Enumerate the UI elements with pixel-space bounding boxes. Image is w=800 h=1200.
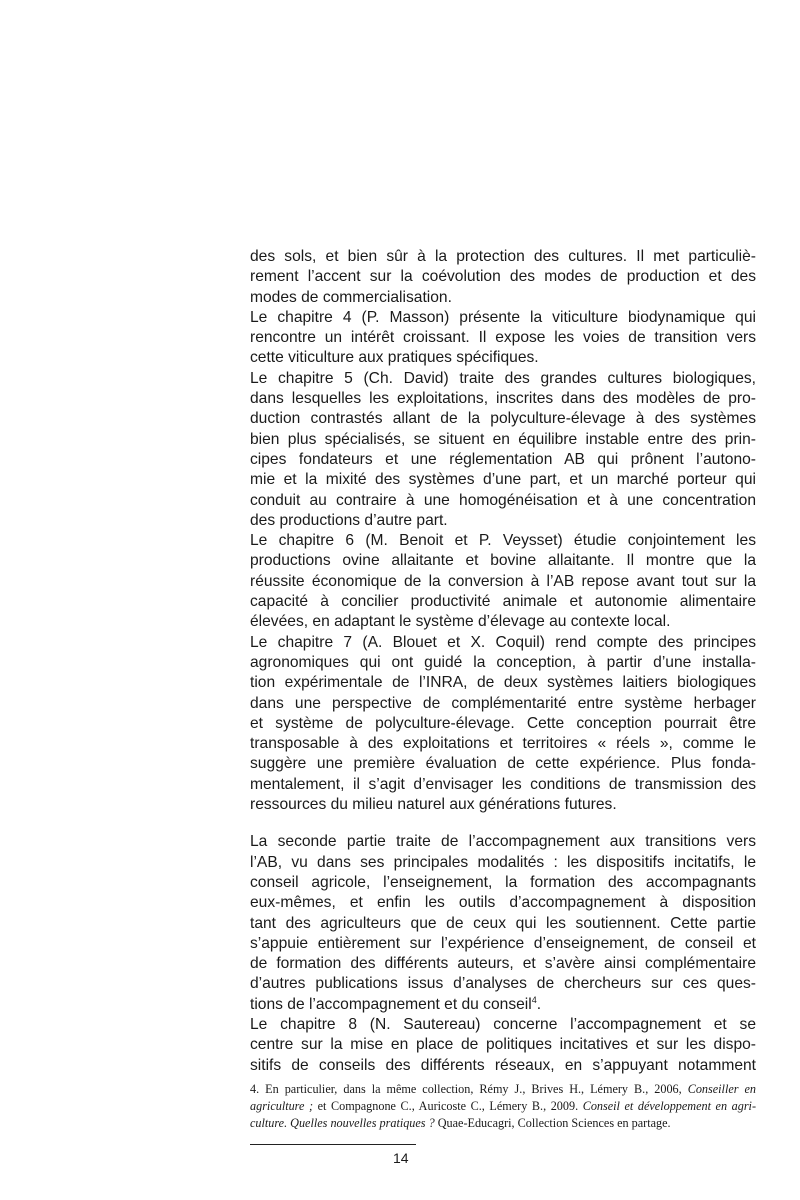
text-line xyxy=(250,531,756,551)
line-text: cette viticulture aux pratiques spécifiques. xyxy=(250,349,539,367)
page-footer-rule xyxy=(250,1144,416,1145)
footnote-reference[interactable]: 4 xyxy=(531,994,537,1005)
line-text: cipes fondateurs et une réglementation AB qui prônent l’autono- xyxy=(250,450,756,468)
line-text: dans une perspective de complémentarité entre système herbager xyxy=(250,694,756,712)
text-line xyxy=(250,592,756,612)
text-line xyxy=(250,893,756,913)
line-text: des sols, et bien sûr à la protection des cultures. Il met particuliè- xyxy=(250,248,756,265)
line-text: sitifs de conseils des différents réseaux, en s’appuyant notamment xyxy=(250,1056,756,1074)
text-line xyxy=(250,389,756,409)
text-line xyxy=(250,1056,756,1076)
text-line xyxy=(250,734,756,754)
text-line xyxy=(250,873,756,893)
page-number: 14 xyxy=(393,1150,409,1166)
text-line xyxy=(250,653,756,673)
footnote-line xyxy=(250,1098,756,1115)
text-line xyxy=(250,754,756,774)
text-line xyxy=(250,714,756,734)
line-text: de formation des différents auteurs, et s’avère ainsi complémentaire xyxy=(250,955,756,973)
text-line xyxy=(250,491,756,511)
line-text: réussite économique de la conversion à l’AB repose avant tout sur la xyxy=(250,572,756,590)
line-text: s’appuie entièrement sur l’expérience d’enseignement, de conseil et xyxy=(250,934,756,952)
footnote-line xyxy=(250,1115,756,1132)
text-line xyxy=(250,694,756,714)
footnote-title: agriculture ; xyxy=(250,1099,314,1113)
footnote-text: En particulier, dans la même collection, Rémy J., Brives H., Lémery B., 2006, xyxy=(265,1082,682,1096)
line-text: tant des agriculteurs que de ceux qui les soutiennent. Cette partie xyxy=(250,914,756,932)
text-line xyxy=(250,247,756,267)
line-text: l’AB, vu dans ses principales modalités : les dispositifs incitatifs, le xyxy=(250,853,756,871)
text-line xyxy=(250,775,756,795)
paragraph xyxy=(250,633,756,816)
text-line xyxy=(250,267,756,287)
line-text: mentalement, il s’agit d’envisager les conditions de transmission des xyxy=(250,775,756,793)
text-line xyxy=(250,1015,756,1035)
footnote-title: Conseiller en xyxy=(687,1082,756,1096)
paragraph xyxy=(250,832,756,1015)
line-text: Le chapitre 6 (M. Benoit et P. Veysset) étudie conjointement les xyxy=(250,532,756,550)
line-text: Le chapitre 8 (N. Sautereau) concerne l’accompagnement et se xyxy=(250,1015,756,1033)
line-text: d’autres publications issus d’analyses de chercheurs sur ces ques- xyxy=(250,975,756,993)
line-text: des productions d’autre part. xyxy=(250,511,448,529)
paragraph xyxy=(250,369,756,531)
text-line xyxy=(250,633,756,653)
line-text: suggère une première évaluation de cette expérience. Plus fonda- xyxy=(250,755,756,773)
footnote-line xyxy=(250,1081,756,1098)
line-text: capacité à concilier productivité animale et autonomie alimentaire xyxy=(250,593,756,611)
text-line xyxy=(250,348,756,368)
footnote xyxy=(250,1081,756,1132)
text-line xyxy=(250,612,756,632)
line-text: centre sur la mise en place de politiques incitatives et sur les dispo- xyxy=(250,1036,756,1054)
line-text: rement l’accent sur la coévolution des modes de production et des xyxy=(250,268,756,286)
text-line xyxy=(250,1035,756,1055)
paragraph xyxy=(250,308,756,369)
text-line xyxy=(250,914,756,934)
text-line xyxy=(250,954,756,974)
line-text: conduit au contraire à une homogénéisation et à une concentration xyxy=(250,491,756,509)
text-line xyxy=(250,795,756,815)
text-line xyxy=(250,369,756,389)
text-line xyxy=(250,572,756,592)
paragraph xyxy=(250,247,756,308)
line-text: agronomiques qui ont guidé la conception, à partir d’une installa- xyxy=(250,653,756,671)
paragraph xyxy=(250,1015,756,1076)
line-text: . xyxy=(536,995,542,1013)
footnote-text: Quae-Educagri, Collection Sciences en partage. xyxy=(437,1116,671,1130)
text-line xyxy=(250,673,756,693)
line-text: modes de commercialisation. xyxy=(250,288,452,306)
line-text: dans lesquelles les exploitations, inscrites dans des modèles de pro- xyxy=(250,390,756,408)
line-text: bien plus spécialisés, se situent en équilibre instable entre des prin- xyxy=(250,430,756,448)
text-line xyxy=(250,934,756,954)
line-text: Le chapitre 4 (P. Masson) présente la viticulture biodynamique qui xyxy=(250,308,756,326)
line-text: transposable à des exploitations et territoires « réels », comme le xyxy=(250,735,756,753)
text-line xyxy=(250,995,756,1015)
footnote-title: Conseil et développement en agri- xyxy=(582,1099,757,1113)
text-line xyxy=(250,470,756,490)
line-text: ressources du milieu naturel aux générations futures. xyxy=(250,796,617,814)
line-text: productions ovine allaitante et bovine allaitante. Il montre que la xyxy=(250,552,756,570)
line-text: conseil agricole, l’enseignement, la formation des accompagnants xyxy=(250,873,756,891)
text-line xyxy=(250,853,756,873)
line-text: et système de polyculture-élevage. Cette conception pourrait être xyxy=(250,714,756,732)
text-line xyxy=(250,551,756,571)
text-line xyxy=(250,308,756,328)
line-text: tion expérimentale de l’INRA, de deux systèmes laitiers biologiques xyxy=(250,674,756,692)
footnote-text: et Compagnone C., Auricoste C., Lémery B., 2009. xyxy=(317,1099,579,1113)
line-text: élevées, en adaptant le système d’élevage au contexte local. xyxy=(250,613,671,631)
text-line xyxy=(250,409,756,429)
text-line xyxy=(250,288,756,308)
line-text: La seconde partie traite de l’accompagnement aux transitions vers xyxy=(250,833,756,851)
line-text: Le chapitre 5 (Ch. David) traite des grandes cultures biologiques, xyxy=(250,369,756,387)
text-line xyxy=(250,430,756,450)
line-text: mie et la mixité des systèmes d’une part, et un marché porteur qui xyxy=(250,471,756,489)
text-line xyxy=(250,328,756,348)
text-line xyxy=(250,511,756,531)
text-line xyxy=(250,974,756,994)
line-text: eux-mêmes, et enfin les outils d’accompagnement à disposition xyxy=(250,894,756,912)
text-line xyxy=(250,450,756,470)
paragraph-gap xyxy=(250,815,756,832)
footnote-title: culture. Quelles nouvelles pratiques ? xyxy=(250,1116,435,1130)
body-text xyxy=(250,247,756,1076)
line-text: Le chapitre 7 (A. Blouet et X. Coquil) rend compte des principes xyxy=(250,633,756,651)
line-text: duction contrastés allant de la polyculture-élevage à des systèmes xyxy=(250,410,756,428)
text-line xyxy=(250,832,756,852)
line-text: rencontre un intérêt croissant. Il expose les voies de transition vers xyxy=(250,329,756,347)
paragraph xyxy=(250,531,756,632)
line-text: tions de l’accompagnement et du conseil xyxy=(250,995,532,1013)
footnote-number: 4. xyxy=(250,1082,260,1096)
